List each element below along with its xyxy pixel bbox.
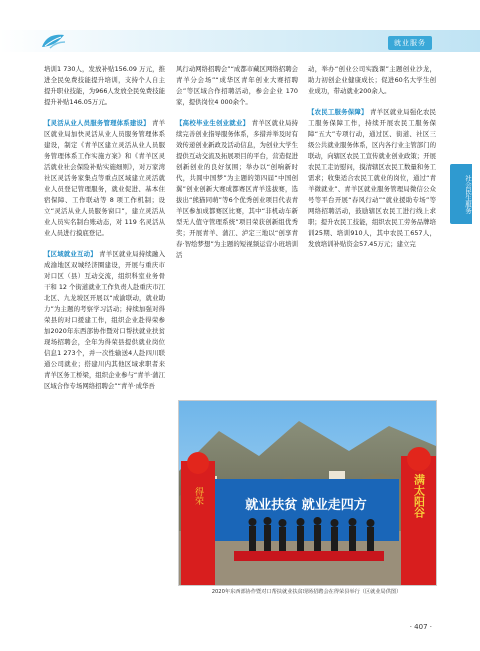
section-heading: 【农民工服务保障】	[308, 108, 368, 116]
side-tab: 社会民生服务	[450, 164, 472, 224]
paragraph: 动，举办“创业公司实践课”主题创业沙龙，助力初创企业健康成长；促进60名大学生创业成功，带动就业200余人。	[308, 65, 436, 95]
leaf-logo-icon	[40, 32, 66, 50]
left-red-pillar	[181, 461, 215, 585]
section-body: 青羊区就业局强化农民工服务保障工作，持续开展农民工服务保障“五大”专项行动，通过区、街道、社区三级公共就业服务体系，区内各行业主管部门的联动，向辖区农民工宣传就业创业政策；开展农民工走访慰问，摸清辖区农民工数量和务工需求；收集适合农民工就业的岗位，通过“青羊微就业”、青羊区就业服务管理局微信公众号等平台开展“春风行动”“就业援助专场”等网络招聘活动，鼓励辖区农民工进行线上求职；提升农民工技能，组织农民工劳务品牌培训25期、培训910人，其中农民工657人，发放培训补贴资金57.45万元；建立完	[308, 108, 437, 248]
paragraph: 培训1 730人，发放补贴156.09 万元，推进全民免费技能提升培训，支持个人自主提升职业技能，为966人发放全民免费技能提升补贴146.05万元。	[44, 65, 165, 106]
section-body: 青羊区就业局加快灵活从业人员服务管理体系建设，制定《青羊区建立灵活从业人员服务管理体系工作实施方案》和《青羊区灵活就业社会保险补贴实施细则》，对万家湾社区灵活务家集点等重点区域建立灵活就业人员登记管理服务，就业促进、基本住宿保障、工作联动等 8 项工作机制；设立“灵活从业人员服务窗口”，建立灵活从业人员实名制台账动态，对 119 名灵活从业人员进行摸底登记。	[44, 119, 165, 237]
section-paragraph	[44, 249, 165, 392]
event-photo-illustration	[179, 401, 436, 585]
page-number: · 407 ·	[409, 623, 432, 631]
section-paragraph	[44, 118, 165, 239]
photo-caption: 2020年东西部协作暨对口帮扶就业扶贫现场招聘会在得荣县举行（区就业局供图）	[211, 589, 402, 595]
column-3	[308, 64, 436, 250]
section-heading: 【高校毕业生创业就业】	[176, 119, 250, 127]
paragraph: 风行动网络招聘会”“成都市藏区网络招聘会青羊分会场”“成华区青年创业大赛招聘会”等区域合作招聘活动，参会企业 170 家，提供岗位4 000余个。	[176, 65, 298, 106]
section-heading: 【区域就业互动】	[44, 250, 97, 258]
column-1	[44, 64, 165, 392]
section-body: 青羊区就业局持续完善创业指导服务体系，多措并举及时有效传递创业新政及活动信息，为创业大学生提供互动交流及拓展项目的平台，营造促进创新创业的良好氛围；举办以“创响新时代，共圆中国梦”为主题的第四届“中国创翼”创业创新大赛成都赛区青羊选拔赛，选拔出“熊猫同萌”等6个优秀创业项目代表青羊区参加成都赛区比赛，其中“非机动车新型无人值守管理系统”项目荣获创新组优秀奖；开展青羊、蒲江、泸定三地以“创享青春·智绘梦想”为主题的短视频运营小班培训活	[176, 119, 298, 259]
section-paragraph	[176, 118, 298, 261]
column-2	[176, 64, 298, 261]
left-banner-text: 得荣	[193, 487, 203, 505]
event-photo	[178, 400, 437, 586]
banner-text: 就业扶贫 就业走四方	[245, 498, 367, 513]
section-heading: 【灵活从业人员服务管理体系建设】	[44, 119, 150, 127]
section-body: 青羊区就业局持续融入成渝地区双城经济圈建设，开展与重庆市对口区（县）互动交流，组织科室业务骨干和 12 个街道就业工作负责人赴重庆市江北区、九龙坡区开展以“成渝联动，就业助力”为主题的考察学习活动；持续加强对得荣县的对口援建工作，组织企业赴得荣参加2020年东西部协作暨对口帮扶就业扶贫现场招聘会，全年为得荣县提供就业岗位信息1 273个，并一次性输送4人赴四川联通公司就业；搭建川内其他区域求职者来青羊区务工桥梁，组织企业参与“青羊·蒲江区域合作专场网络招聘会”“青羊·成华吾	[44, 250, 165, 390]
section-paragraph	[308, 107, 436, 250]
right-banner-text: 满太阳谷	[412, 474, 426, 518]
section-title: 就业服务	[388, 36, 432, 50]
